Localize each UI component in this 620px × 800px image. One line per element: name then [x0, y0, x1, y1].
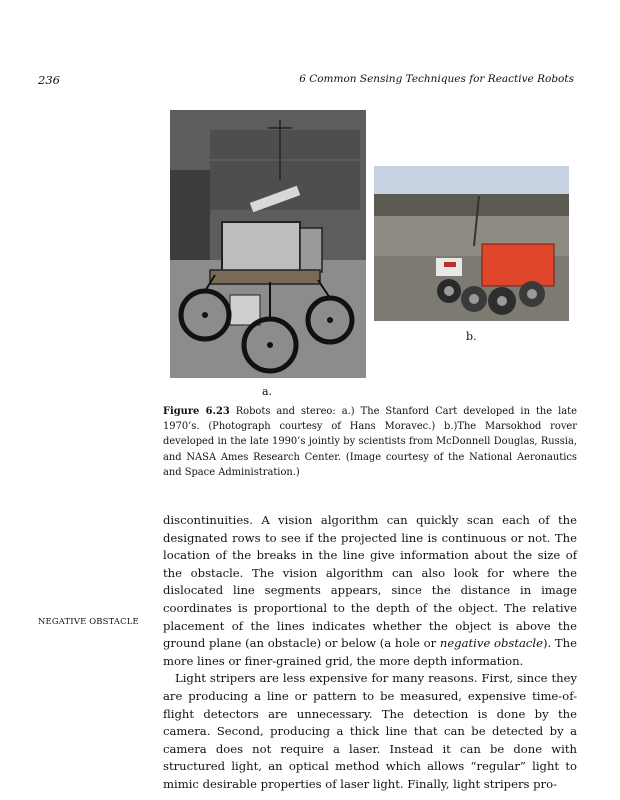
figure-caption [163, 404, 577, 480]
paragraph-1-end: ). The more lines or finer-grained grid, the more depth information. [163, 636, 577, 668]
running-title: 6 Common Sensing Techniques for Reactive Robots [299, 73, 574, 85]
margin-note: NEGATIVE OBSTACLE [38, 616, 139, 626]
negative-obstacle-term: negative obstacle [439, 636, 543, 651]
paragraph-2: Light stripers are less expensive for many reasons. First, since they are producing a line or pattern to be measured, expensive time-of-flight detectors are unnecessary. The detection is done by the camera. Second, producing a thick line that can be detected by a camera does not require a laser. Instead it can be done with structured light, an optical method which allows “regular” light to mimic desirable properties of laser light. Finally, light stripers pro- [163, 671, 577, 791]
stanford-cart-photo [170, 110, 366, 378]
paragraph-1-start: discontinuities. A vision algorithm can quickly scan each of the designated rows to see if the projected line is continuous or not. The location of the breaks in the line give information about the size of the obstacle. The vision algorithm can also look for where the dislocated line segments appears, since the distance in image coordinates is proportional to the depth of the object. The relative placement of the lines indicates whether the object is above the ground plane (an obstacle) or below (a hole or [163, 513, 577, 651]
caption-text: Robots and stereo: a.) The Stanford Cart developed in the late 1970’s. (Photograph courtesy of Hans Moravec.) b.)The Marsokhod rover developed in the late 1990’s jointly by scientists from McDonnell Douglas, Russia, and NASA Ames Research Center. (Image courtesy of the National Aeronautics and Space Administration.) [163, 406, 577, 478]
marsokhod-rover-photo [374, 166, 569, 321]
figure-label-a: a. [262, 385, 273, 398]
figure-label-b: b. [466, 330, 477, 343]
body-text [163, 512, 577, 794]
caption-label: Figure 6.23 [163, 406, 230, 417]
page-number: 236 [38, 73, 60, 87]
paragraph-1 [163, 512, 577, 670]
